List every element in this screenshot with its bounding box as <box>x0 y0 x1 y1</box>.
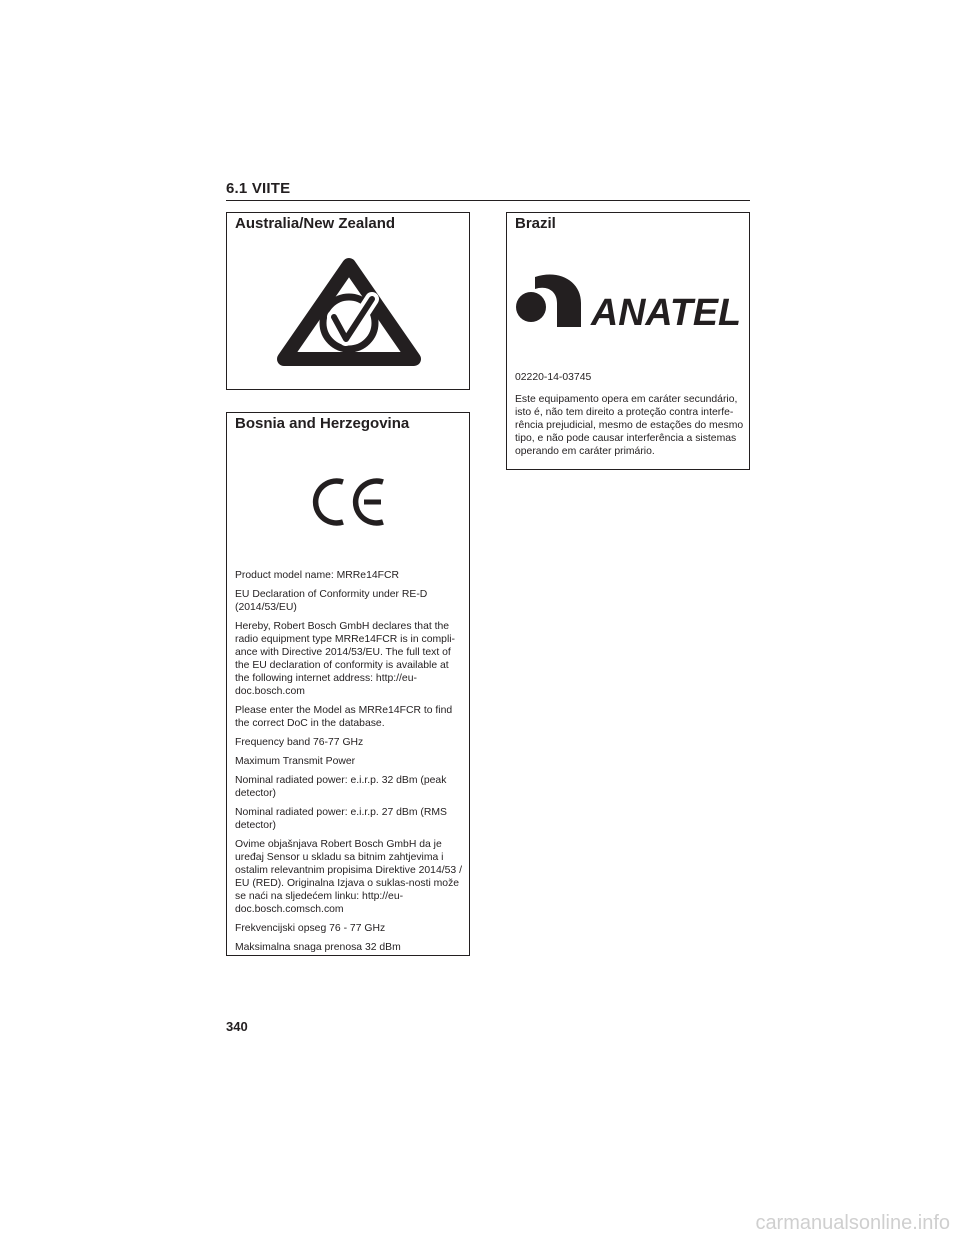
bosnia-title: Bosnia and Herzegovina <box>235 415 410 432</box>
bosnia-text <box>235 569 465 960</box>
brazil-title: Brazil <box>515 215 556 232</box>
brazil-box <box>506 212 750 470</box>
product-model-name: Product model name: MRRe14FCR <box>235 570 400 581</box>
anatel-logo-text: ANATEL <box>590 292 741 329</box>
eu-declaration-heading: EU Declaration of Conformity under RE-D (2014/53/EU) <box>235 589 428 613</box>
max-transmit-power-heading: Maximum Transmit Power <box>235 756 356 767</box>
bosnia-box <box>226 412 470 956</box>
bosch-declaration-en: Hereby, Robert Bosch GmbH declares that the radio equipment type MRRe14FCR is in compli-ance with Directive 2014/53/EU. The full text of the EU declaration of conformity is available at the following internet address: http://eu-doc.bosch.com <box>235 621 456 697</box>
nominal-power-rms: Nominal radiated power: e.i.r.p. 27 dBm (RMS detector) <box>235 807 447 831</box>
anatel-logo-icon <box>513 269 745 329</box>
section-header <box>226 180 750 201</box>
section-title: 6.1 VIITE <box>226 180 291 197</box>
brazil-text: Este equipamento opera em caráter secundário, isto é, não tem direito a proteção contra interfe-rência prejudicial, mesmo de estações do mesmo tipo, e não pode causar interferência a sistemas operando em caráter primário. <box>515 394 744 457</box>
frequency-band: Frequency band 76-77 GHz <box>235 737 364 748</box>
ce-mark-icon <box>309 475 389 529</box>
watermark: carmanualsonline.info <box>755 1212 950 1234</box>
bosch-declaration-bs: Ovime objašnjava Robert Bosch GmbH da je uređaj Sensor u skladu sa bitnim zahtjevima i ostalim relevantnim propisima Direktive 2014/53 / EU (RED). Originalna Izjava o suklas-nosti može se naći na sljedećem linku: http://eu-doc.bosch.comsch.com <box>235 839 462 915</box>
rcm-compliance-mark-icon <box>272 253 426 371</box>
page-number: 340 <box>226 1019 248 1034</box>
doc-model-instruction: Please enter the Model as MRRe14FCR to find the correct DoC in the database. <box>235 705 453 729</box>
au-nz-box <box>226 212 470 390</box>
anatel-id-number: 02220-14-03745 <box>515 372 592 383</box>
maksimalna-snaga: Maksimalna snaga prenosa 32 dBm <box>235 942 401 953</box>
frekvencijski-opseg: Frekvencijski opseg 76 - 77 GHz <box>235 923 386 934</box>
au-nz-title: Australia/New Zealand <box>235 215 396 232</box>
nominal-power-peak: Nominal radiated power: e.i.r.p. 32 dBm (peak detector) <box>235 775 447 799</box>
